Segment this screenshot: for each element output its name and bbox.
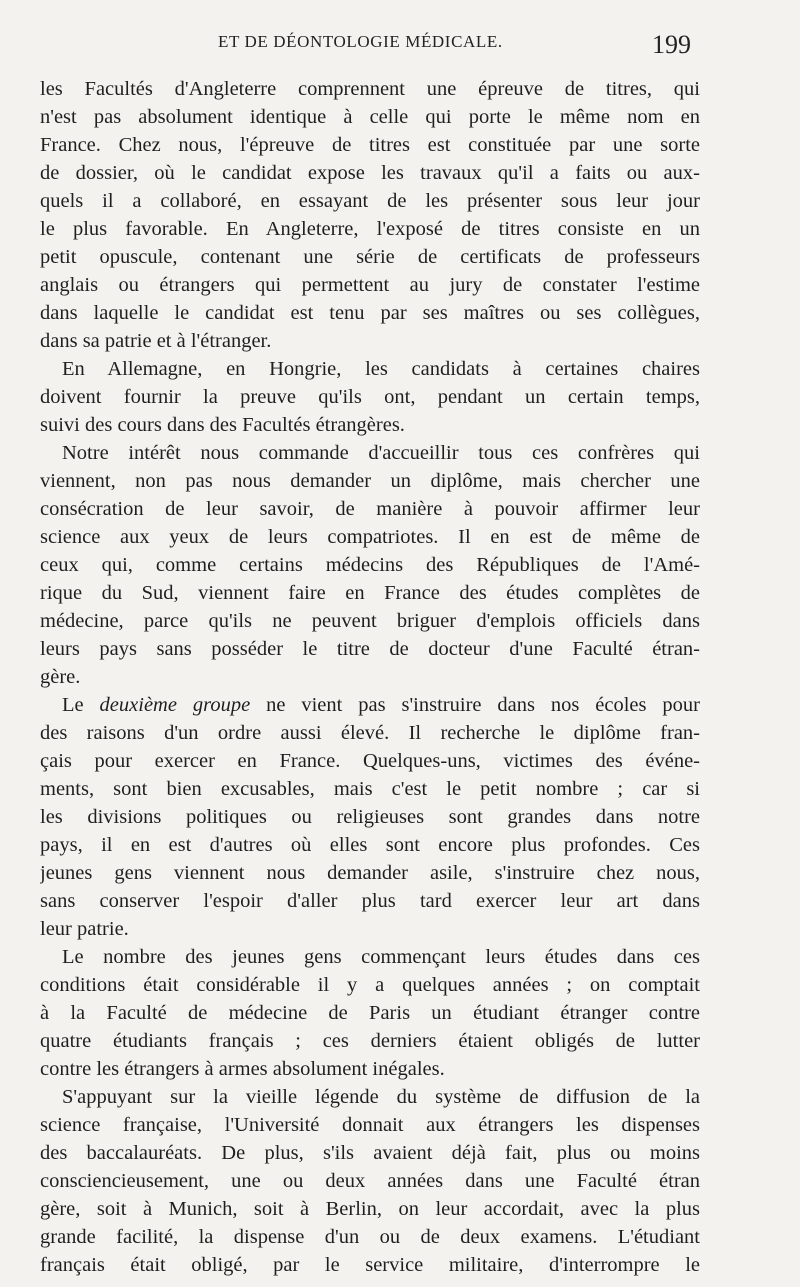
text-line: sans conserver l'espoir d'aller plus tard exercer leur art dans <box>40 890 700 912</box>
text-line: conditions était considérable il y a quelques années ; on comptait <box>40 974 700 996</box>
text-line: les Facultés d'Angleterre comprennent une épreuve de titres, qui <box>40 78 700 100</box>
paragraph-3 <box>40 439 700 691</box>
text-line: n'est pas absolument identique à celle qui porte le même nom en <box>40 106 700 128</box>
text-line: gère, soit à Munich, soit à Berlin, on leur accordait, avec la plus <box>40 1198 700 1220</box>
text-line: Le nombre des jeunes gens commençant leurs études dans ces <box>62 946 700 968</box>
body-text <box>40 75 700 1279</box>
text-line: En Allemagne, en Hongrie, les candidats à certaines chaires <box>62 358 700 380</box>
running-title: ET DE DÉONTOLOGIE MÉDICALE. <box>218 32 503 51</box>
text-line: dans laquelle le candidat est tenu par ses maîtres ou ses collègues, <box>40 302 700 324</box>
text-line: grande facilité, la dispense d'un ou de deux examens. L'étudiant <box>40 1226 700 1248</box>
paragraph-4 <box>40 691 700 943</box>
text-line: doivent fournir la preuve qu'ils ont, pendant un certain temps, <box>40 386 700 408</box>
text-line: jeunes gens viennent nous demander asile, s'instruire chez nous, <box>40 862 700 884</box>
text-line: petit opuscule, contenant une série de certificats de professeurs <box>40 246 700 268</box>
text-line: leur patrie. <box>40 918 129 940</box>
text-line: anglais ou étrangers qui permettent au jury de constater l'estime <box>40 274 700 296</box>
running-header <box>0 30 800 64</box>
text-line: contre les étrangers à armes absolument inégales. <box>40 1058 445 1080</box>
text-line: science française, l'Université donnait aux étrangers les dispenses <box>40 1114 700 1136</box>
text-line: des baccalauréats. De plus, s'ils avaient déjà fait, plus ou moins <box>40 1142 700 1164</box>
text-line: français était obligé, par le service militaire, d'interrompre le <box>40 1254 700 1276</box>
text-line: viennent, non pas nous demander un diplôme, mais chercher une <box>40 470 700 492</box>
text-line: ceux qui, comme certains médecins des Républiques de l'Amé- <box>40 554 700 576</box>
text-fragment: ne vient pas s'instruire dans nos écoles pour <box>250 694 700 716</box>
text-line: le plus favorable. En Angleterre, l'exposé de titres consiste en un <box>40 218 700 240</box>
text-line: quatre étudiants français ; ces derniers étaient obligés de lutter <box>40 1030 700 1052</box>
text-line: S'appuyant sur la vieille légende du système de diffusion de la <box>62 1086 700 1108</box>
text-fragment: Le <box>62 694 100 716</box>
text-line: leurs pays sans posséder le titre de docteur d'une Faculté étran- <box>40 638 700 660</box>
text-line: ments, sont bien excusables, mais c'est le petit nombre ; car si <box>40 778 700 800</box>
text-line: consciencieusement, une ou deux années dans une Faculté étran <box>40 1170 700 1192</box>
paragraph-6 <box>40 1083 700 1279</box>
text-line <box>40 691 700 719</box>
text-line: dans sa patrie et à l'étranger. <box>40 330 272 352</box>
text-line: quels il a collaboré, en essayant de les présenter sous leur jour <box>40 190 700 212</box>
text-line: rique du Sud, viennent faire en France des études complètes de <box>40 582 700 604</box>
text-line: les divisions politiques ou religieuses sont grandes dans notre <box>40 806 700 828</box>
paragraph-2 <box>40 355 700 439</box>
text-line: suivi des cours dans des Facultés étrangères. <box>40 414 405 436</box>
text-line: science aux yeux de leurs compatriotes. Il en est de même de <box>40 526 700 548</box>
paragraph-1 <box>40 75 700 355</box>
text-line: médecine, parce qu'ils ne peuvent briguer d'emplois officiels dans <box>40 610 700 632</box>
page-number: 199 <box>652 30 691 59</box>
paragraph-5 <box>40 943 700 1083</box>
text-line: à la Faculté de médecine de Paris un étudiant étranger contre <box>40 1002 700 1024</box>
emphasis-deuxieme-groupe: deuxième groupe <box>99 694 251 716</box>
text-line: pays, il en est d'autres où elles sont encore plus profondes. Ces <box>40 834 700 856</box>
text-line: des raisons d'un ordre aussi élevé. Il recherche le diplôme fran- <box>40 722 700 744</box>
text-line: consécration de leur savoir, de manière à pouvoir affirmer leur <box>40 498 700 520</box>
text-line: çais pour exercer en France. Quelques-uns, victimes des événe- <box>40 750 700 772</box>
text-line: France. Chez nous, l'épreuve de titres est constituée par une sorte <box>40 134 700 156</box>
text-line: de dossier, où le candidat expose les travaux qu'il a faits ou aux- <box>40 162 700 184</box>
text-line: Notre intérêt nous commande d'accueillir tous ces confrères qui <box>62 442 700 464</box>
text-line: gère. <box>40 666 81 688</box>
